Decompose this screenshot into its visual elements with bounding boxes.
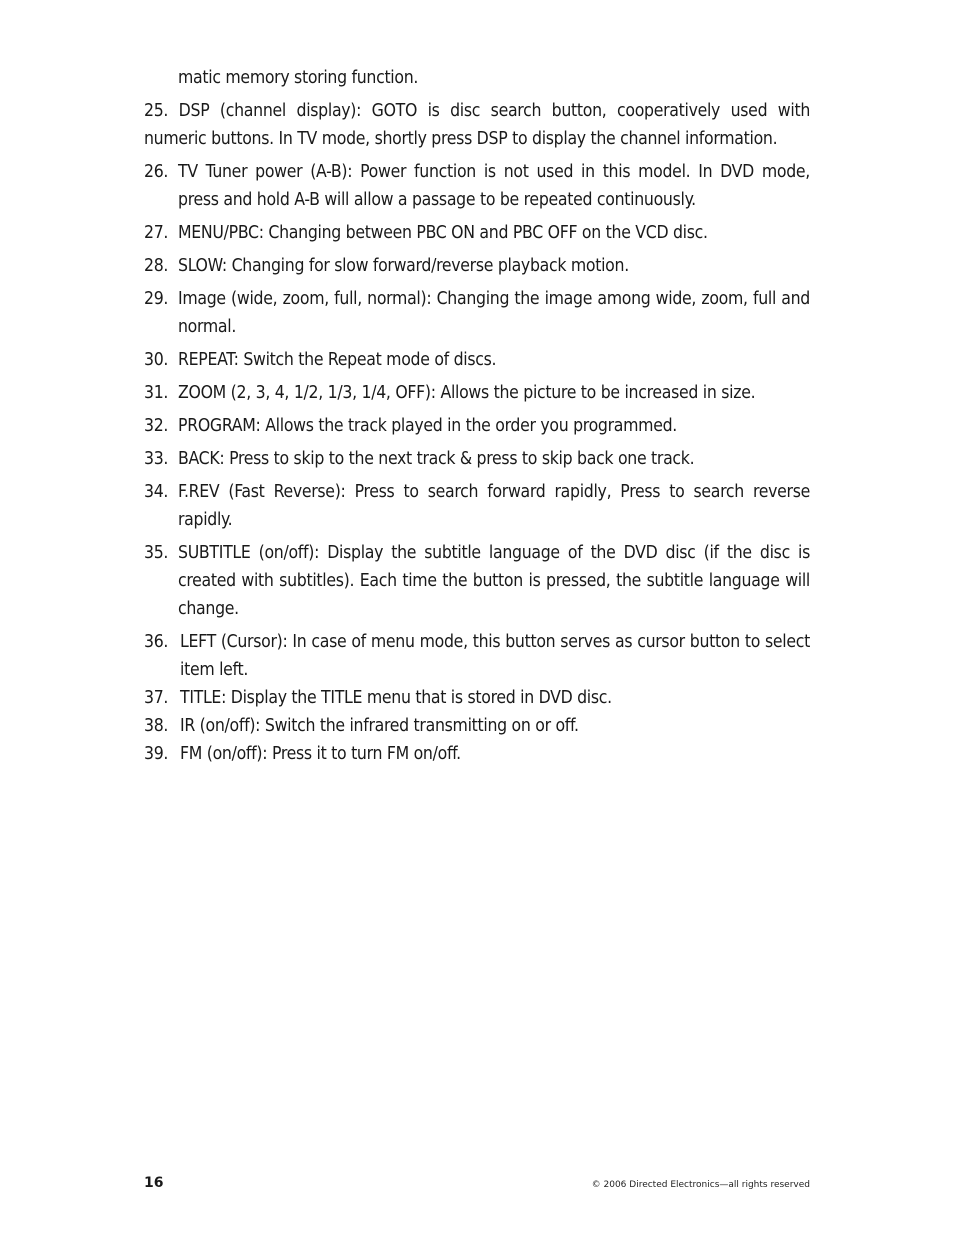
item-text: BACK: Press to skip to the next track & press to skip back one track. [178,449,695,469]
item-number: 34. [144,482,169,502]
item-text: F.REV (Fast Reverse): Press to search forward rapidly, Press to search reverse rapidly. [178,482,810,530]
list-item-33 [144,445,810,473]
item-number: 36. [144,632,169,652]
list-item-26 [144,158,810,214]
list-item-39 [144,740,810,768]
item-text: PROGRAM: Allows the track played in the order you programmed. [178,416,678,436]
item-number: 32. [144,416,169,436]
item-text: LEFT (Cursor): In case of menu mode, this button serves as cursor button to select item left. [180,632,810,680]
instruction-list [144,64,810,768]
page-number: 16 [144,1175,164,1191]
list-item-27 [144,219,810,247]
item-text: ZOOM (2, 3, 4, 1/2, 1/3, 1/4, OFF): Allows the picture to be increased in size. [178,383,756,403]
item-number: 30. [144,350,169,370]
item-text: REPEAT: Switch the Repeat mode of discs. [178,350,497,370]
copyright-notice: © 2006 Directed Electronics—all rights reserved [591,1180,810,1190]
list-item-30 [144,346,810,374]
item-number: 26. [144,162,169,182]
item-number: 28. [144,256,169,276]
item-number: 31. [144,383,169,403]
list-item-32 [144,412,810,440]
item-number: 35. [144,543,169,563]
list-item-37 [144,684,810,712]
item-number: 37. [144,688,169,708]
item-text: SUBTITLE (on/off): Display the subtitle language of the DVD disc (if the disc is created with subtitles). Each time the button is pressed, the subtitle language will change. [178,543,810,619]
list-item-36 [144,628,810,684]
item-text: Image (wide, zoom, full, normal): Changing the image among wide, zoom, full and normal. [178,289,810,337]
item-number: 25. [144,101,169,121]
list-item-31 [144,379,810,407]
item-text: TV Tuner power (A-B): Power function is not used in this model. In DVD mode, press and hold A-B will allow a passage to be repeated continuously. [178,162,810,210]
item-number: 33. [144,449,169,469]
item-text: MENU/PBC: Changing between PBC ON and PBC OFF on the VCD disc. [178,223,708,243]
list-item-25 [144,97,810,153]
list-item-29 [144,285,810,341]
item-number: 27. [144,223,169,243]
list-item-35 [144,539,810,623]
list-item-38 [144,712,810,740]
item-number: 29. [144,289,169,309]
item-text: FM (on/off): Press it to turn FM on/off. [180,744,461,764]
item-number: 39. [144,744,169,764]
list-item-34 [144,478,810,534]
item-text: DSP (channel display): GOTO is disc search button, cooperatively used with numeric buttons. In TV mode, shortly press DSP to display the channel information. [144,101,810,149]
list-item-28 [144,252,810,280]
item-text: TITLE: Display the TITLE menu that is stored in DVD disc. [180,688,612,708]
item-text: IR (on/off): Switch the infrared transmitting on or off. [180,716,579,736]
item-text: SLOW: Changing for slow forward/reverse playback motion. [178,256,629,276]
continuation-line: matic memory storing function. [178,68,419,88]
item-number: 38. [144,716,169,736]
